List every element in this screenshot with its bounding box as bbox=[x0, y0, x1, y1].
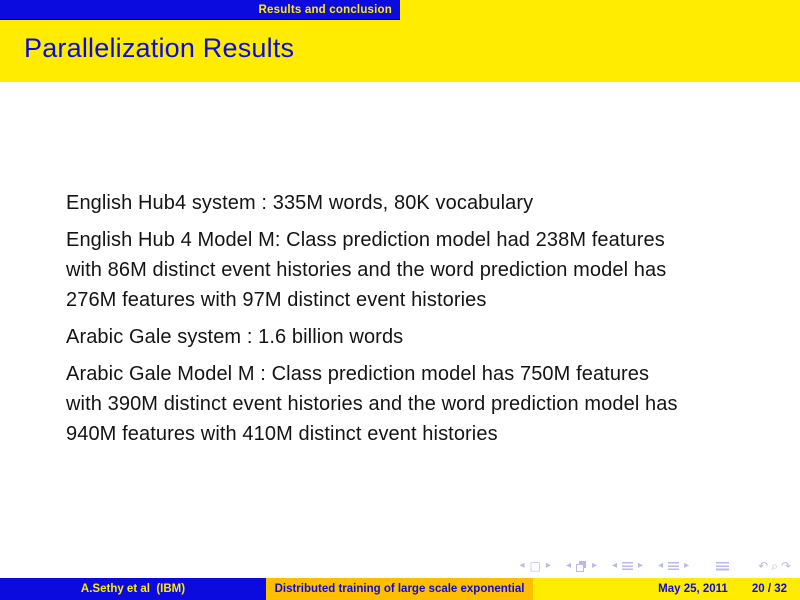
prev-section-icon[interactable]: ◂ bbox=[612, 560, 618, 571]
text-line: with 390M distinct event histories and the word prediction model has bbox=[66, 393, 678, 415]
text-line: English Hub4 system : 335M words, 80K vocabulary bbox=[66, 192, 534, 214]
footer-date-cell bbox=[533, 578, 800, 600]
text-line: Arabic Gale Model M : Class prediction model has 750M features bbox=[66, 363, 650, 385]
paragraph bbox=[66, 322, 772, 352]
prev-frame-icon[interactable]: ◂ bbox=[565, 560, 571, 571]
next-frame-icon[interactable]: ▸ bbox=[591, 560, 598, 571]
text-line: with 86M distinct event histories and the word prediction model has bbox=[66, 259, 667, 281]
nav-slide-group bbox=[520, 560, 551, 572]
page-title: Parallelization Results bbox=[24, 33, 295, 63]
section-label: Results and conclusion bbox=[258, 3, 392, 16]
nav-history-group bbox=[758, 560, 791, 572]
prev-slide-icon[interactable]: ◂ bbox=[519, 560, 525, 571]
slide-body-text bbox=[66, 188, 772, 456]
next-slide-icon[interactable]: ▸ bbox=[545, 560, 551, 571]
footer-author-cell bbox=[0, 578, 266, 600]
text-line: Arabic Gale system : 1.6 billion words bbox=[66, 326, 404, 348]
frame-icon[interactable] bbox=[576, 561, 587, 572]
footline bbox=[0, 578, 800, 600]
section-header[interactable] bbox=[0, 0, 400, 20]
nav-subsection-group bbox=[658, 561, 689, 571]
back-icon[interactable]: ↶ bbox=[758, 559, 769, 573]
text-line: English Hub 4 Model M: Class prediction model had 238M features bbox=[66, 229, 665, 251]
subsection-icon[interactable] bbox=[668, 562, 679, 570]
navigation-bar bbox=[520, 559, 791, 573]
text-line: 276M features with 97M distinct event histories bbox=[66, 289, 487, 311]
text-line: 940M features with 410M distinct event histories bbox=[66, 423, 498, 445]
footer-date: May 25, 2011 bbox=[658, 583, 728, 595]
subsection-header bbox=[400, 0, 800, 20]
footer-title-cell bbox=[266, 578, 533, 600]
paragraph bbox=[66, 225, 772, 315]
section-icon[interactable] bbox=[622, 562, 633, 570]
nav-frame-group bbox=[566, 561, 597, 572]
presentation-icon[interactable] bbox=[716, 562, 729, 571]
nav-section-group bbox=[612, 561, 643, 571]
next-subsection-icon[interactable]: ▸ bbox=[684, 560, 690, 571]
headline-strip bbox=[0, 0, 800, 20]
footer-short-title: Distributed training of large scale exponential bbox=[274, 583, 525, 595]
forward-icon[interactable]: ↷ bbox=[780, 559, 791, 573]
next-section-icon[interactable]: ▸ bbox=[638, 560, 644, 571]
prev-subsection-icon[interactable]: ◂ bbox=[658, 560, 664, 571]
paragraph bbox=[66, 188, 772, 218]
search-icon[interactable]: ⌕ bbox=[771, 559, 778, 573]
frame-title-bar bbox=[0, 20, 800, 82]
slide-icon[interactable]: □ bbox=[529, 559, 541, 573]
footer-author: A.Sethy et al (IBM) bbox=[80, 583, 186, 595]
paragraph bbox=[66, 359, 772, 449]
footer-page-indicator: 20 / 32 bbox=[751, 583, 787, 595]
